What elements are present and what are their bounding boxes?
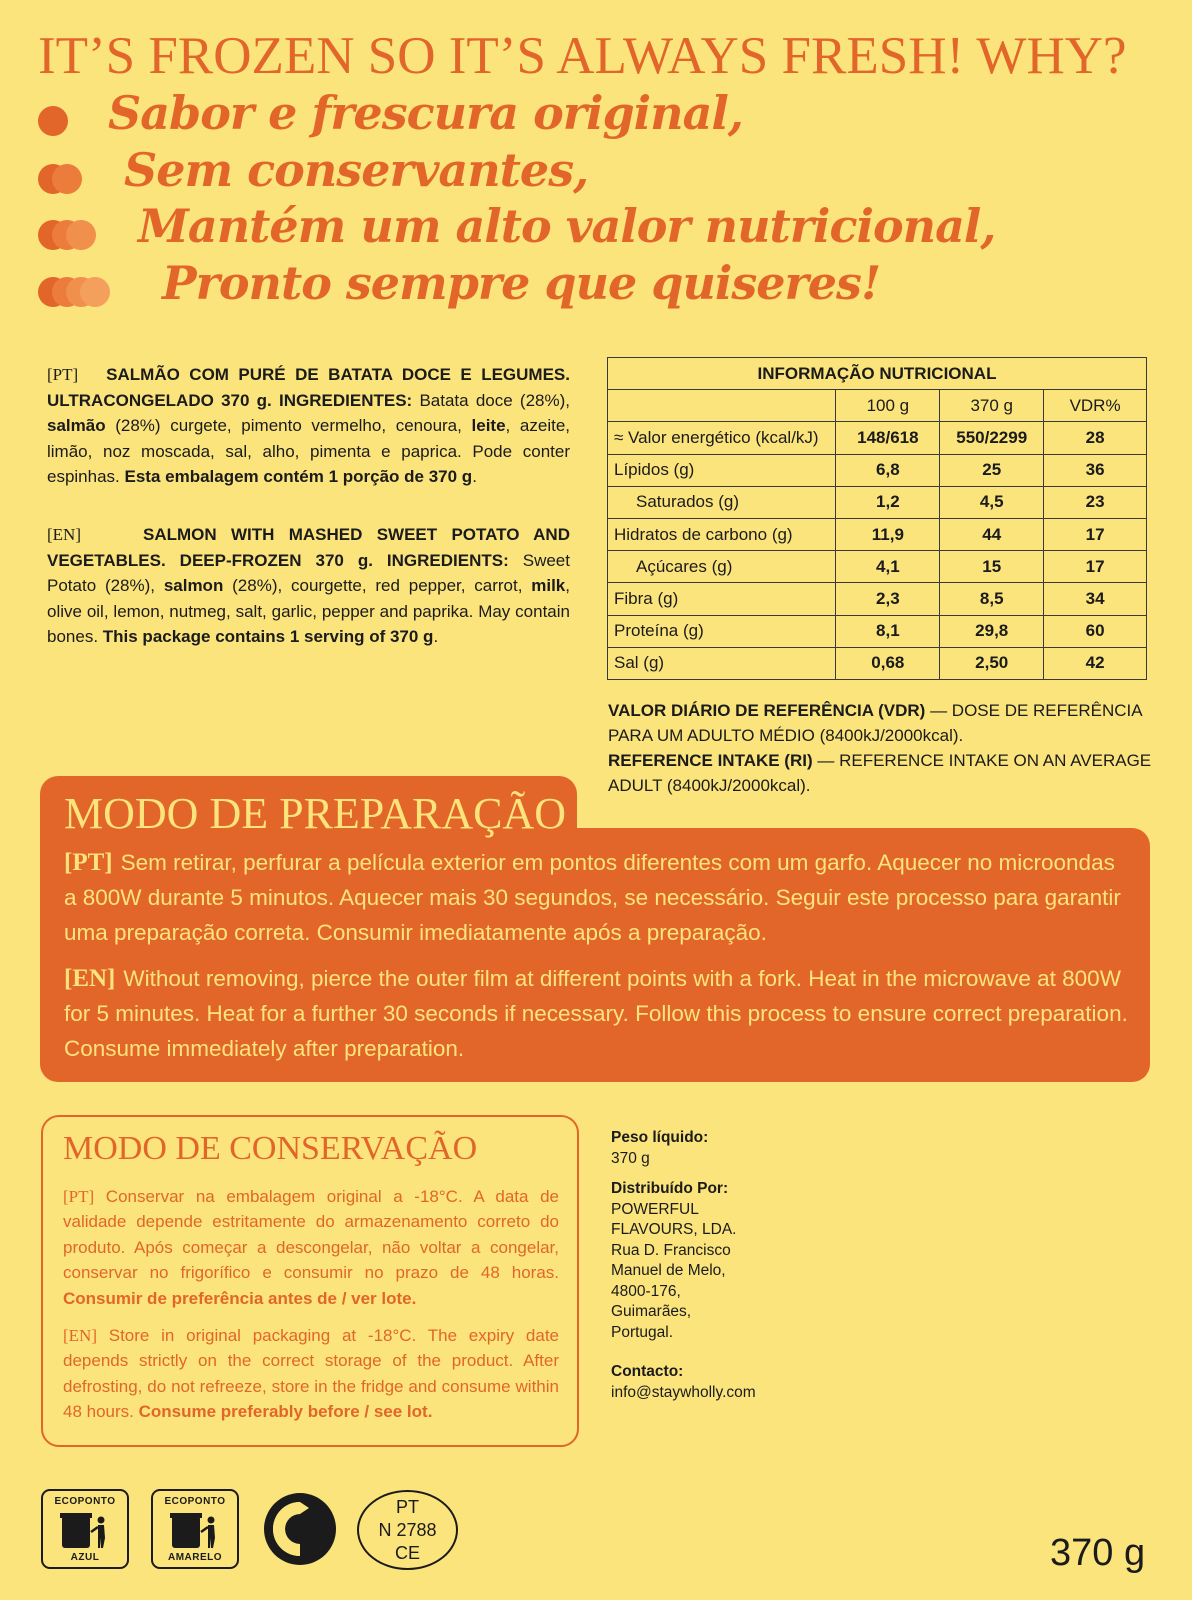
distributor-label: Distribuído Por: — [611, 1180, 729, 1197]
bullet-dots-3 — [38, 220, 96, 250]
value-100g: 148/618 — [836, 422, 940, 454]
distributor-line: POWERFUL — [611, 1200, 699, 1218]
lang-tag: [EN] — [64, 965, 116, 992]
value-370g: 44 — [940, 518, 1044, 550]
lang-tag: [PT] — [47, 365, 79, 384]
bullet-dot — [38, 106, 68, 136]
vdr-text: — DOSE DE REFERÊNCIA PARA UM ADULTO MÉDIO (8400kJ/2000kcal). — [608, 701, 1142, 745]
benefit-3: Mantém um alto valor nutricional, — [138, 199, 996, 253]
table-row — [608, 518, 1147, 550]
lang-tag: [PT] — [64, 849, 113, 876]
bullet-dots-1 — [38, 106, 68, 136]
preparation-text: Sem retirar, perfurar a película exterior em pontos diferentes com um garfo. Aquecer no microondas a 800W durante 5 minutos. Aquecer mais 30 segundos, se necessário. Seguir este processo para garantir uma preparação correta. Consumir imediatamente após a preparação. — [64, 850, 1121, 945]
value-370g: 4,5 — [940, 486, 1044, 518]
headline: IT’S FROZEN SO IT’S ALWAYS FRESH! WHY? — [38, 27, 1127, 85]
contact-label: Contacto: — [611, 1363, 684, 1380]
value-vdr: 17 — [1044, 551, 1147, 583]
best-before-note: Consume preferably before / see lot. — [138, 1402, 433, 1422]
ingredients-text: (28%), courgette, red pepper, carrot, — [223, 576, 532, 595]
col-header: 370 g — [940, 390, 1044, 422]
mark-line: CE — [394, 1543, 420, 1563]
bullet-dots-2 — [38, 164, 82, 194]
net-weight-value: 370 g — [611, 1149, 650, 1167]
serving-note: Esta embalagem contém 1 porção de 370 g — [124, 467, 473, 486]
distributor-line: Guimarães, — [611, 1303, 692, 1320]
allergen: milk — [531, 576, 566, 595]
ingredients-pt — [47, 362, 570, 490]
distributor-line: FLAVOURS, LDA. — [611, 1221, 737, 1238]
ingredients-title: SALMÃO COM PURÉ DE BATATA DOCE E LEGUMES. ULTRACONGELADO 370 g. INGREDIENTES: — [47, 365, 570, 410]
conformity-mark — [357, 1490, 458, 1570]
value-100g: 11,9 — [836, 518, 940, 550]
value-370g: 8,5 — [940, 583, 1044, 615]
value-vdr: 36 — [1044, 454, 1147, 486]
distributor-line: 4800-176, — [611, 1282, 681, 1300]
conservation-title: MODO DE CONSERVAÇÃO — [63, 1130, 478, 1167]
value-100g: 2,3 — [836, 583, 940, 615]
benefit-2: Sem conservantes, — [124, 143, 589, 197]
badge-color-label: AZUL — [70, 1552, 100, 1563]
ecoponto-azul-badge — [41, 1489, 129, 1569]
bullet-dot — [66, 220, 96, 250]
ingredients-text: , azeite, limão, noz moscada, sal, alho, pimenta e paprica. Pode conter espinhas. — [47, 416, 570, 486]
value-370g: 25 — [940, 454, 1044, 486]
benefit-1: Sabor e frescura original, — [108, 86, 743, 140]
value-370g: 550/2299 — [940, 422, 1044, 454]
ingredients-text: . — [433, 627, 439, 646]
row-label: Lípidos (g) — [608, 454, 836, 486]
badge-color-label: AMARELO — [167, 1552, 223, 1563]
allergen: leite — [471, 416, 506, 435]
benefit-4: Pronto sempre que quiseres! — [162, 256, 881, 310]
lang-tag: [EN] — [63, 1326, 97, 1345]
vdr-label: VALOR DIÁRIO DE REFERÊNCIA (VDR) — [608, 701, 926, 720]
preparation-pt — [64, 845, 1128, 950]
reference-intake-note — [608, 698, 1168, 798]
value-370g: 29,8 — [940, 615, 1044, 647]
table-row — [608, 551, 1147, 583]
net-weight-large: 370 g — [1050, 1532, 1146, 1574]
nutrition-title: INFORMAÇÃO NUTRICIONAL — [608, 358, 1147, 390]
ingredients-text: . — [472, 467, 477, 486]
recycle-bin-icon — [58, 1510, 114, 1550]
allergen: salmon — [163, 576, 224, 595]
nutrition-header-row — [608, 390, 1147, 422]
value-vdr: 28 — [1044, 422, 1147, 454]
row-label: Fibra (g) — [608, 583, 836, 615]
conservation-pt — [63, 1184, 559, 1311]
serving-note: This package contains 1 serving of 370 g — [102, 627, 434, 646]
value-vdr: 42 — [1044, 647, 1147, 679]
ingredients-text: Batata doce (28%), — [412, 390, 570, 410]
conservation-text: Conservar na embalagem original a -18°C. A data de validade depende estritamente do armazenamento correto do produto. Após começar a descongelar, não voltar a congelar, conservar no frigorífico e consumir no prazo de 48 horas. — [63, 1187, 559, 1283]
table-row — [608, 615, 1147, 647]
lang-tag: [EN] — [47, 525, 81, 544]
value-370g: 2,50 — [940, 647, 1044, 679]
mark-line: PT — [395, 1497, 419, 1517]
row-label: Açúcares (g) — [608, 551, 836, 583]
value-100g: 6,8 — [836, 454, 940, 486]
recycle-bin-icon — [168, 1510, 224, 1550]
preparation-text: Without removing, pierce the outer film at different points with a fork. Heat in the microwave at 800W for 5 minutes. Heat for a further 30 seconds if necessary. Follow this process to ensure correct preparation. Consume immediately after preparation. — [64, 966, 1128, 1061]
bullet-dot — [80, 277, 110, 307]
table-row — [608, 486, 1147, 518]
value-370g: 15 — [940, 551, 1044, 583]
col-header: VDR% — [1044, 390, 1147, 422]
conservation-en — [63, 1323, 559, 1425]
ri-label: REFERENCE INTAKE (RI) — [608, 751, 813, 770]
value-100g: 8,1 — [836, 615, 940, 647]
ingredients-title: SALMON WITH MASHED SWEET POTATO AND VEGETABLES. DEEP-FROZEN 370 g. INGREDIENTS: — [47, 525, 570, 570]
value-100g: 4,1 — [836, 551, 940, 583]
badge-title: ECOPONTO — [54, 1496, 116, 1507]
distributor-line: Portugal. — [611, 1323, 674, 1341]
bullet-dot — [52, 164, 82, 194]
value-vdr: 17 — [1044, 518, 1147, 550]
ingredients-text: (28%) curgete, pimento vermelho, cenoura, — [105, 416, 472, 435]
contact-value: info@staywholly.com — [611, 1383, 756, 1401]
distributor-info — [611, 1179, 736, 1343]
preparation-en — [64, 961, 1128, 1066]
table-row — [608, 454, 1147, 486]
contact-info — [611, 1362, 756, 1403]
col-header: 100 g — [836, 390, 940, 422]
ingredients-text: , olive oil, lemon, nutmeg, salt, garlic, pepper and paprika. May contain bones. — [47, 576, 570, 646]
value-vdr: 60 — [1044, 615, 1147, 647]
table-row — [608, 647, 1147, 679]
net-weight-label: Peso líquido: — [611, 1129, 709, 1146]
preparation-title: MODO DE PREPARAÇÃO — [64, 789, 567, 838]
row-label: Hidratos de carbono (g) — [608, 518, 836, 550]
ri-text: — REFERENCE INTAKE ON AN AVERAGE ADULT (8400kJ/2000kcal). — [608, 751, 1152, 795]
ecoponto-amarelo-badge — [151, 1489, 239, 1569]
table-row — [608, 422, 1147, 454]
value-vdr: 34 — [1044, 583, 1147, 615]
value-100g: 0,68 — [836, 647, 940, 679]
green-dot-icon — [263, 1492, 337, 1566]
best-before-note: Consumir de preferência antes de / ver lote. — [63, 1288, 417, 1308]
lang-tag: [PT] — [63, 1187, 95, 1206]
empty-cell — [608, 390, 836, 422]
badge-title: ECOPONTO — [164, 1496, 226, 1507]
nutrition-table — [607, 357, 1147, 680]
allergen: salmão — [47, 416, 106, 435]
distributor-line: Manuel de Melo, — [611, 1262, 726, 1279]
nutrition-title-row — [608, 358, 1147, 390]
bullet-dots-4 — [38, 277, 110, 307]
conservation-text: Store in original packaging at -18°C. The expiry date depends strictly on the correct storage of the product. After defrosting, do not refreeze, store in the fridge and consume within 48 hours. — [63, 1326, 559, 1422]
row-label: ≈ Valor energético (kcal/kJ) — [608, 422, 836, 454]
value-100g: 1,2 — [836, 486, 940, 518]
mark-line: N 2788 — [378, 1520, 437, 1540]
net-weight-info — [611, 1128, 708, 1169]
ingredients-text: Sweet Potato (28%), — [47, 550, 570, 595]
ingredients-en — [47, 522, 570, 650]
value-vdr: 23 — [1044, 486, 1147, 518]
table-row — [608, 583, 1147, 615]
distributor-line: Rua D. Francisco — [611, 1241, 731, 1259]
row-label: Proteína (g) — [608, 615, 836, 647]
row-label: Sal (g) — [608, 647, 836, 679]
row-label: Saturados (g) — [608, 486, 836, 518]
